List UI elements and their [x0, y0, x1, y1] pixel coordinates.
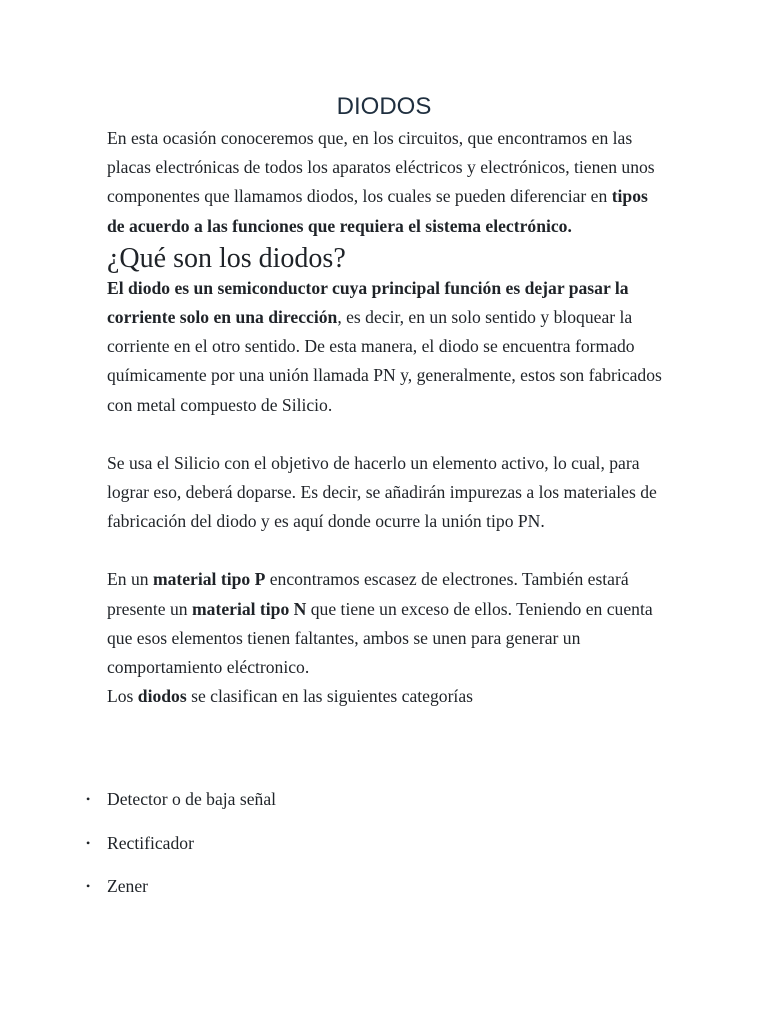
intro-bold: tipos de acuerdo a las funciones que requiera el sistema electrónico. [107, 186, 648, 236]
document-title: DIODOS [336, 93, 432, 120]
materials-text-2: encontramos escasez de electrones. También estará presente un [107, 569, 629, 619]
bullet-icon: • [86, 879, 91, 894]
categories-intro-text-2: se clasifican en las siguientes categorías [186, 686, 473, 707]
categories-intro [107, 682, 667, 711]
list-item-label: Rectificador [107, 832, 194, 853]
intro-text: En esta ocasión conoceremos que, en los circuitos, que encontramos en las placas electrónicas de todos los aparatos eléctricos y electrónicos, tienen unos componentes que llamamos diodos, los cuales se pueden diferenciar en [107, 128, 655, 207]
material-p-bold: material tipo P [152, 569, 266, 590]
list-item [80, 830, 276, 874]
paragraph-gap [107, 536, 667, 565]
material-n-bold: material tipo N [192, 598, 307, 619]
categories-list [80, 786, 276, 917]
definition-text: , es decir, en un solo sentido y bloquear la corriente en el otro sentido. De esta manera, el diodo se encuentra formado químicamente por una unión llamada PN y, generalmente, estos son fabricados con metal compuesto de Silicio. [107, 307, 662, 415]
materials-text-1: En un [107, 569, 153, 590]
list-item-label: Detector o de baja señal [107, 789, 277, 809]
definition-paragraph [107, 274, 667, 420]
definition-bold: El diodo es un semiconductor cuya principal función es dejar pasar la corriente solo en una dirección [107, 277, 629, 328]
paragraph-gap [107, 420, 667, 449]
list-item [80, 873, 276, 917]
bullet-icon: • [86, 792, 91, 806]
list-item-label: Zener [107, 876, 149, 897]
materials-paragraph [107, 565, 667, 682]
section-heading: ¿Qué son los diodos? [107, 242, 346, 274]
materials-text-3: que tiene un exceso de ellos. Teniendo en cuenta que esos elementos tienen faltantes, ambos se unen para generar un comportamiento eléctronico. [107, 598, 653, 678]
bullet-icon: • [86, 835, 91, 850]
categories-intro-text-1: Los [107, 686, 138, 707]
categories-intro-bold: diodos [137, 686, 187, 707]
list-item [80, 786, 276, 830]
intro-paragraph [107, 124, 667, 241]
document-body [107, 124, 667, 711]
silicon-paragraph: Se usa el Silicio con el objetivo de hacerlo un elemento activo, lo cual, para lograr eso, deberá doparse. Es decir, se añadirán impurezas a los materiales de fabricación del diodo y es aquí donde ocurre la unión tipo PN. [107, 452, 657, 532]
